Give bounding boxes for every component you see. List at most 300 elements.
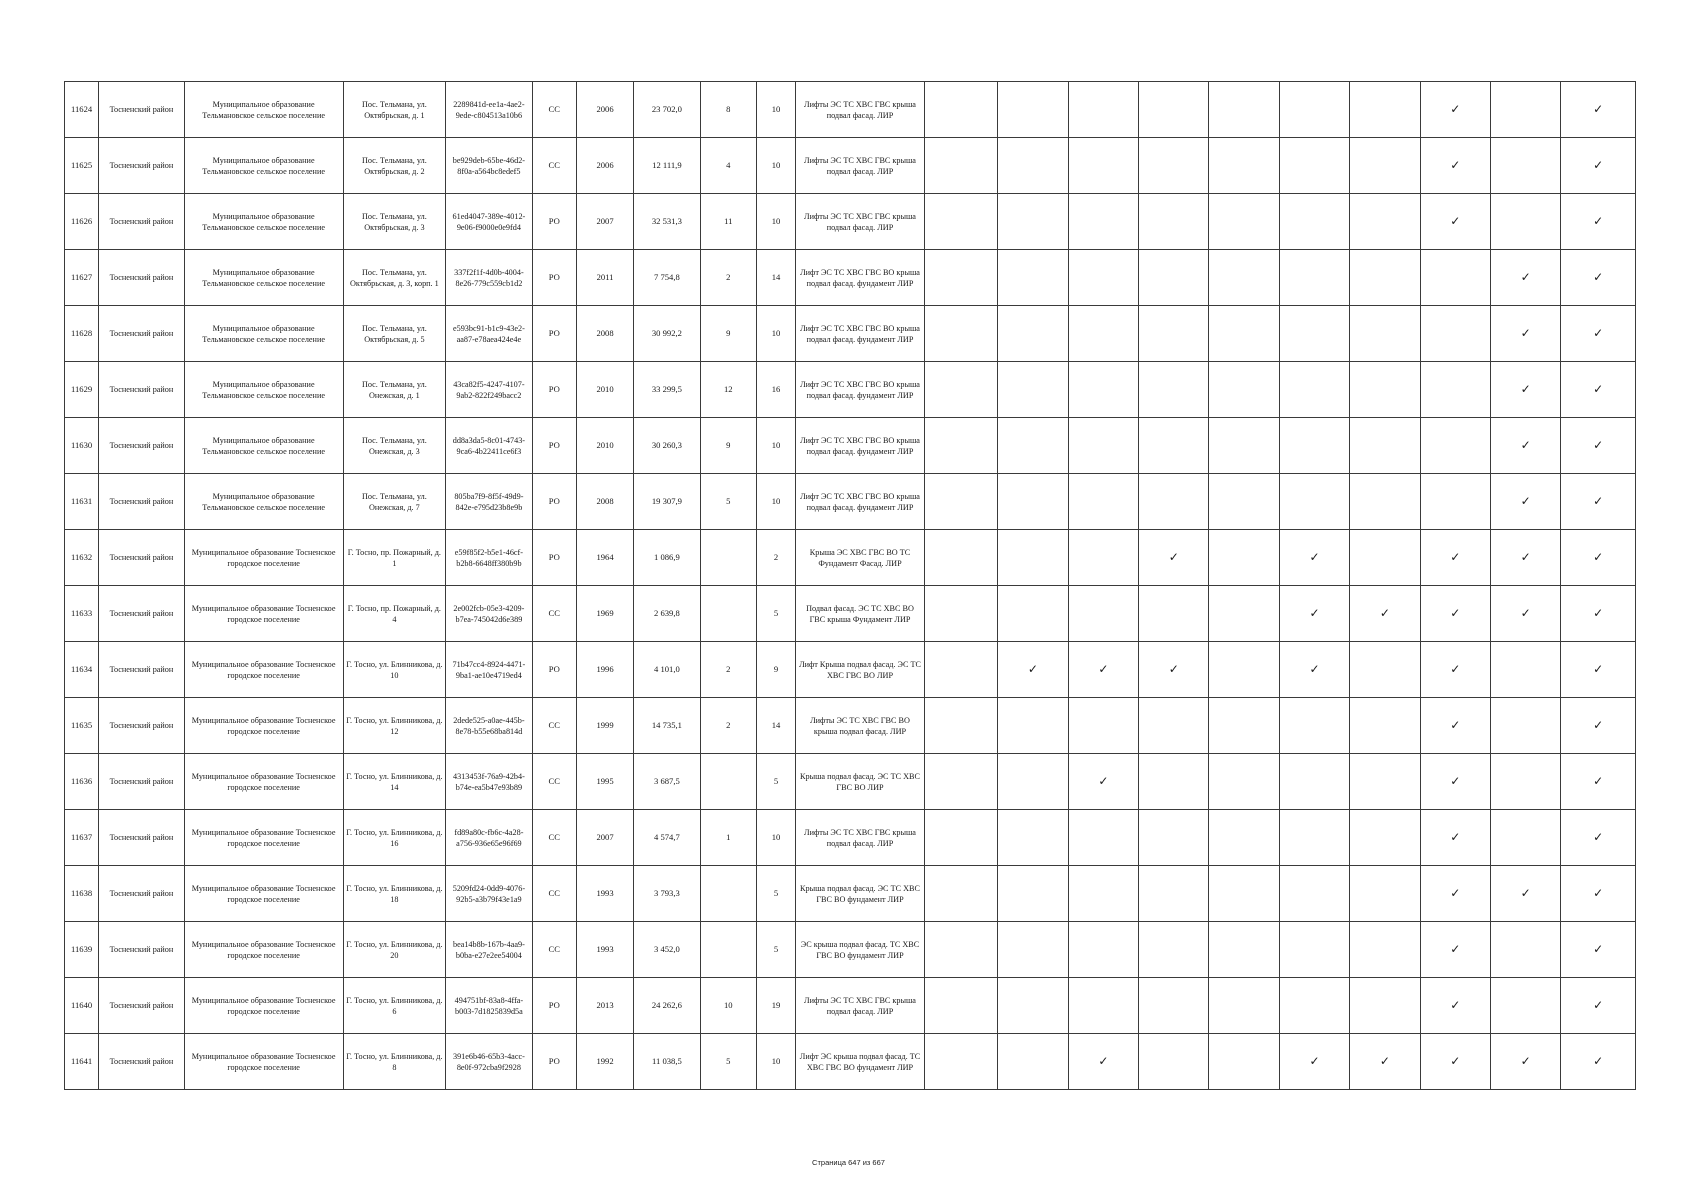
check-cell: [1420, 586, 1490, 642]
guid-cell: be929deb-65be-46d2-8f0a-a564bc8edef5: [446, 138, 532, 194]
district-cell: Тосненский район: [99, 586, 184, 642]
works-list-cell: Лифт ЭС ТС ХВС ГВС ВО крыша подвал фасад. фундамент ЛИР: [796, 306, 925, 362]
address-cell: Пос. Тельмана, ул. Октябрьская, д. 3: [343, 194, 446, 250]
check-cell: [1561, 474, 1636, 530]
floors-cell: 1: [700, 810, 756, 866]
check-cell: [1139, 194, 1209, 250]
ownership-type-cell: СС: [532, 82, 576, 138]
ownership-type-cell: РО: [532, 978, 576, 1034]
check-cell: [1139, 978, 1209, 1034]
count-cell: 5: [756, 866, 795, 922]
check-cell: [1491, 82, 1561, 138]
check-mark-icon: ✓: [1450, 886, 1461, 900]
check-cell: [1209, 922, 1279, 978]
district-cell: Тосненский район: [99, 1034, 184, 1090]
check-cell: [1209, 306, 1279, 362]
check-cell: [1350, 642, 1420, 698]
check-cell: [924, 810, 997, 866]
check-cell: [1420, 362, 1490, 418]
check-cell: [1279, 306, 1349, 362]
check-cell: [1279, 978, 1349, 1034]
guid-cell: bea14b8b-167b-4aa9-b0ba-e27e2ee54004: [446, 922, 532, 978]
ownership-type-cell: РО: [532, 306, 576, 362]
year-cell: 2008: [576, 474, 633, 530]
check-cell: [1068, 642, 1138, 698]
guid-cell: 61ed4047-389e-4012-9e06-f9000e0e9fd4: [446, 194, 532, 250]
table-row: [65, 866, 1636, 922]
table-row: [65, 82, 1636, 138]
row-number: 11632: [65, 530, 99, 586]
check-mark-icon: ✓: [1450, 550, 1461, 564]
municipality-cell: Муниципальное образование Тосненское городское поселение: [184, 1034, 343, 1090]
works-list-cell: Подвал фасад. ЭС ТС ХВС ВО ГВС крыша Фундамент ЛИР: [796, 586, 925, 642]
year-cell: 1995: [576, 754, 633, 810]
check-cell: [1420, 82, 1490, 138]
check-cell: [1491, 978, 1561, 1034]
table-row: [65, 754, 1636, 810]
check-cell: [1350, 306, 1420, 362]
municipality-cell: Муниципальное образование Тельмановское сельское поселение: [184, 82, 343, 138]
area-cell: 14 735,1: [634, 698, 700, 754]
year-cell: 1969: [576, 586, 633, 642]
check-cell: [1139, 642, 1209, 698]
check-cell: [1561, 194, 1636, 250]
check-cell: [1420, 866, 1490, 922]
check-cell: [998, 698, 1068, 754]
check-cell: [1068, 754, 1138, 810]
check-mark-icon: ✓: [1593, 774, 1604, 788]
check-cell: [1491, 530, 1561, 586]
check-cell: [1420, 978, 1490, 1034]
check-cell: [1209, 866, 1279, 922]
count-cell: 10: [756, 82, 795, 138]
check-cell: [1209, 474, 1279, 530]
check-mark-icon: ✓: [1309, 606, 1320, 620]
check-mark-icon: ✓: [1450, 774, 1461, 788]
floors-cell: [700, 754, 756, 810]
check-cell: [1350, 866, 1420, 922]
address-cell: Пос. Тельмана, ул. Онежская, д. 3: [343, 418, 446, 474]
check-mark-icon: ✓: [1593, 550, 1604, 564]
check-cell: [1491, 866, 1561, 922]
check-cell: [924, 922, 997, 978]
check-cell: [998, 474, 1068, 530]
check-cell: [1279, 698, 1349, 754]
check-cell: [924, 754, 997, 810]
check-cell: [924, 866, 997, 922]
check-cell: [1139, 922, 1209, 978]
row-number: 11637: [65, 810, 99, 866]
check-cell: [1561, 138, 1636, 194]
check-mark-icon: ✓: [1520, 886, 1531, 900]
check-cell: [1491, 138, 1561, 194]
check-cell: [998, 866, 1068, 922]
table-row: [65, 418, 1636, 474]
table-row: [65, 362, 1636, 418]
check-mark-icon: ✓: [1450, 102, 1461, 116]
area-cell: 33 299,5: [634, 362, 700, 418]
guid-cell: 43ca82f5-4247-4107-9ab2-822f249bacc2: [446, 362, 532, 418]
check-mark-icon: ✓: [1520, 270, 1531, 284]
row-number: 11640: [65, 978, 99, 1034]
guid-cell: 71b47cc4-8924-4471-9ba1-ae10e4719ed4: [446, 642, 532, 698]
check-cell: [1139, 586, 1209, 642]
municipality-cell: Муниципальное образование Тосненское городское поселение: [184, 642, 343, 698]
check-cell: [1350, 194, 1420, 250]
check-cell: [1350, 82, 1420, 138]
check-mark-icon: ✓: [1593, 606, 1604, 620]
check-cell: [1561, 1034, 1636, 1090]
count-cell: 16: [756, 362, 795, 418]
count-cell: 5: [756, 754, 795, 810]
table-row: [65, 698, 1636, 754]
check-cell: [1350, 418, 1420, 474]
table-body: [65, 82, 1636, 1090]
check-mark-icon: ✓: [1593, 886, 1604, 900]
check-cell: [924, 978, 997, 1034]
check-cell: [1420, 922, 1490, 978]
area-cell: 4 574,7: [634, 810, 700, 866]
check-cell: [1068, 362, 1138, 418]
check-cell: [998, 306, 1068, 362]
check-cell: [998, 754, 1068, 810]
check-cell: [1350, 1034, 1420, 1090]
works-list-cell: Лифт ЭС крыша подвал фасад. ТС ХВС ГВС ВО фундамент ЛИР: [796, 1034, 925, 1090]
check-cell: [1279, 642, 1349, 698]
check-cell: [1279, 810, 1349, 866]
municipality-cell: Муниципальное образование Тельмановское сельское поселение: [184, 418, 343, 474]
year-cell: 2010: [576, 362, 633, 418]
floors-cell: 2: [700, 250, 756, 306]
check-cell: [998, 82, 1068, 138]
check-cell: [1209, 642, 1279, 698]
ownership-type-cell: СС: [532, 754, 576, 810]
row-number: 11625: [65, 138, 99, 194]
check-mark-icon: ✓: [1450, 718, 1461, 732]
area-cell: 23 702,0: [634, 82, 700, 138]
row-number: 11631: [65, 474, 99, 530]
year-cell: 2006: [576, 82, 633, 138]
ownership-type-cell: РО: [532, 418, 576, 474]
ownership-type-cell: РО: [532, 642, 576, 698]
address-cell: Г. Тосно, пр. Пожарный, д. 4: [343, 586, 446, 642]
check-mark-icon: ✓: [1450, 998, 1461, 1012]
area-cell: 12 111,9: [634, 138, 700, 194]
check-cell: [1420, 1034, 1490, 1090]
check-cell: [1139, 474, 1209, 530]
check-cell: [1491, 250, 1561, 306]
district-cell: Тосненский район: [99, 474, 184, 530]
guid-cell: 2e002fcb-05e3-4209-b7ea-745042d6e389: [446, 586, 532, 642]
ownership-type-cell: РО: [532, 250, 576, 306]
address-cell: Пос. Тельмана, ул. Октябрьская, д. 5: [343, 306, 446, 362]
address-cell: Г. Тосно, пр. Пожарный, д. 1: [343, 530, 446, 586]
check-cell: [1068, 306, 1138, 362]
row-number: 11634: [65, 642, 99, 698]
district-cell: Тосненский район: [99, 418, 184, 474]
works-list-cell: Лифт ЭС ТС ХВС ГВС ВО крыша подвал фасад. фундамент ЛИР: [796, 474, 925, 530]
works-list-cell: Лифты ЭС ТС ХВС ГВС крыша подвал фасад. ЛИР: [796, 82, 925, 138]
check-mark-icon: ✓: [1309, 1054, 1320, 1068]
check-cell: [1420, 474, 1490, 530]
area-cell: 3 793,3: [634, 866, 700, 922]
check-cell: [924, 250, 997, 306]
check-cell: [1139, 698, 1209, 754]
table-row: [65, 922, 1636, 978]
check-cell: [1068, 978, 1138, 1034]
floors-cell: 5: [700, 1034, 756, 1090]
check-mark-icon: ✓: [1593, 102, 1604, 116]
ownership-type-cell: СС: [532, 810, 576, 866]
check-cell: [1068, 922, 1138, 978]
check-cell: [924, 1034, 997, 1090]
check-cell: [1209, 362, 1279, 418]
floors-cell: 12: [700, 362, 756, 418]
check-cell: [1350, 586, 1420, 642]
check-cell: [924, 306, 997, 362]
area-cell: 1 086,9: [634, 530, 700, 586]
check-cell: [1350, 530, 1420, 586]
check-cell: [1139, 362, 1209, 418]
check-mark-icon: ✓: [1168, 662, 1179, 676]
ownership-type-cell: СС: [532, 586, 576, 642]
year-cell: 2013: [576, 978, 633, 1034]
year-cell: 2008: [576, 306, 633, 362]
table-row: [65, 474, 1636, 530]
works-list-cell: Лифты ЭС ТС ХВС ГВС крыша подвал фасад. ЛИР: [796, 138, 925, 194]
check-cell: [1139, 754, 1209, 810]
district-cell: Тосненский район: [99, 250, 184, 306]
floors-cell: 5: [700, 474, 756, 530]
area-cell: 32 531,3: [634, 194, 700, 250]
count-cell: 5: [756, 922, 795, 978]
check-cell: [924, 698, 997, 754]
check-cell: [1491, 306, 1561, 362]
check-cell: [924, 418, 997, 474]
district-cell: Тосненский район: [99, 82, 184, 138]
check-mark-icon: ✓: [1450, 662, 1461, 676]
municipality-cell: Муниципальное образование Тельмановское сельское поселение: [184, 306, 343, 362]
check-cell: [1279, 474, 1349, 530]
row-number: 11629: [65, 362, 99, 418]
check-mark-icon: ✓: [1309, 550, 1320, 564]
check-cell: [924, 194, 997, 250]
check-cell: [1350, 810, 1420, 866]
check-cell: [1350, 754, 1420, 810]
check-cell: [1561, 250, 1636, 306]
check-mark-icon: ✓: [1520, 438, 1531, 452]
check-cell: [998, 586, 1068, 642]
check-cell: [1279, 362, 1349, 418]
municipality-cell: Муниципальное образование Тельмановское сельское поселение: [184, 250, 343, 306]
district-cell: Тосненский район: [99, 194, 184, 250]
municipality-cell: Муниципальное образование Тосненское городское поселение: [184, 810, 343, 866]
check-cell: [1209, 250, 1279, 306]
check-cell: [1209, 810, 1279, 866]
district-cell: Тосненский район: [99, 810, 184, 866]
works-list-cell: Лифт ЭС ТС ХВС ГВС ВО крыша подвал фасад. фундамент ЛИР: [796, 418, 925, 474]
table-row: [65, 250, 1636, 306]
floors-cell: 9: [700, 418, 756, 474]
check-mark-icon: ✓: [1098, 774, 1109, 788]
address-cell: Г. Тосно, ул. Блинникова, д. 6: [343, 978, 446, 1034]
check-cell: [1420, 810, 1490, 866]
check-cell: [1491, 194, 1561, 250]
row-number: 11638: [65, 866, 99, 922]
check-mark-icon: ✓: [1593, 942, 1604, 956]
check-cell: [1350, 922, 1420, 978]
check-cell: [1279, 530, 1349, 586]
check-cell: [1491, 418, 1561, 474]
floors-cell: [700, 530, 756, 586]
address-cell: Пос. Тельмана, ул. Онежская, д. 1: [343, 362, 446, 418]
check-cell: [1068, 418, 1138, 474]
check-cell: [1561, 642, 1636, 698]
area-cell: 11 038,5: [634, 1034, 700, 1090]
check-cell: [1068, 250, 1138, 306]
row-number: 11624: [65, 82, 99, 138]
municipality-cell: Муниципальное образование Тосненское городское поселение: [184, 698, 343, 754]
district-cell: Тосненский район: [99, 698, 184, 754]
check-cell: [998, 138, 1068, 194]
year-cell: 1996: [576, 642, 633, 698]
check-cell: [1420, 698, 1490, 754]
check-cell: [1491, 754, 1561, 810]
check-cell: [1491, 698, 1561, 754]
check-cell: [1491, 362, 1561, 418]
count-cell: 19: [756, 978, 795, 1034]
ownership-type-cell: РО: [532, 530, 576, 586]
address-cell: Г. Тосно, ул. Блинникова, д. 18: [343, 866, 446, 922]
ownership-type-cell: СС: [532, 138, 576, 194]
check-cell: [1209, 978, 1279, 1034]
check-cell: [1279, 586, 1349, 642]
count-cell: 10: [756, 1034, 795, 1090]
year-cell: 1964: [576, 530, 633, 586]
check-cell: [924, 138, 997, 194]
guid-cell: 494751bf-83a8-4ffa-b003-7d1825839d5a: [446, 978, 532, 1034]
row-number: 11630: [65, 418, 99, 474]
check-cell: [1350, 138, 1420, 194]
row-number: 11627: [65, 250, 99, 306]
row-number: 11628: [65, 306, 99, 362]
year-cell: 2010: [576, 418, 633, 474]
check-cell: [1209, 530, 1279, 586]
check-cell: [1139, 810, 1209, 866]
check-cell: [1209, 698, 1279, 754]
works-list-cell: Лифт Крыша подвал фасад. ЭС ТС ХВС ГВС ВО ЛИР: [796, 642, 925, 698]
ownership-type-cell: РО: [532, 1034, 576, 1090]
check-cell: [1068, 866, 1138, 922]
address-cell: Г. Тосно, ул. Блинникова, д. 10: [343, 642, 446, 698]
guid-cell: 805ba7f9-8f5f-49d9-842e-e795d23b8e9b: [446, 474, 532, 530]
count-cell: 14: [756, 250, 795, 306]
count-cell: 10: [756, 474, 795, 530]
year-cell: 1999: [576, 698, 633, 754]
year-cell: 2007: [576, 194, 633, 250]
works-list-cell: Крыша ЭС ХВС ГВС ВО ТС Фундамент Фасад. ЛИР: [796, 530, 925, 586]
check-cell: [1561, 82, 1636, 138]
address-cell: Г. Тосно, ул. Блинникова, д. 20: [343, 922, 446, 978]
area-cell: 30 260,3: [634, 418, 700, 474]
check-cell: [1491, 1034, 1561, 1090]
municipality-cell: Муниципальное образование Тельмановское сельское поселение: [184, 194, 343, 250]
check-cell: [1420, 754, 1490, 810]
area-cell: 24 262,6: [634, 978, 700, 1034]
check-cell: [1420, 306, 1490, 362]
check-mark-icon: ✓: [1593, 662, 1604, 676]
district-cell: Тосненский район: [99, 754, 184, 810]
check-cell: [1279, 82, 1349, 138]
floors-cell: 2: [700, 698, 756, 754]
check-cell: [1139, 418, 1209, 474]
municipality-cell: Муниципальное образование Тосненское городское поселение: [184, 530, 343, 586]
check-cell: [1139, 530, 1209, 586]
check-cell: [1139, 138, 1209, 194]
municipality-cell: Муниципальное образование Тосненское городское поселение: [184, 978, 343, 1034]
check-cell: [1068, 586, 1138, 642]
check-cell: [1561, 922, 1636, 978]
check-cell: [924, 362, 997, 418]
check-mark-icon: ✓: [1593, 326, 1604, 340]
ownership-type-cell: РО: [532, 194, 576, 250]
check-mark-icon: ✓: [1379, 606, 1390, 620]
check-cell: [998, 194, 1068, 250]
check-cell: [1068, 1034, 1138, 1090]
check-cell: [1279, 866, 1349, 922]
works-list-cell: Крыша подвал фасад. ЭС ТС ХВС ГВС ВО ЛИР: [796, 754, 925, 810]
address-cell: Пос. Тельмана, ул. Онежская, д. 7: [343, 474, 446, 530]
check-cell: [1561, 866, 1636, 922]
check-mark-icon: ✓: [1450, 1054, 1461, 1068]
guid-cell: 391e6b46-65b3-4acc-8e0f-972cba9f2928: [446, 1034, 532, 1090]
guid-cell: 4313453f-76a9-42b4-b74e-ea5b47e93b89: [446, 754, 532, 810]
works-list-cell: Лифты ЭС ТС ХВС ГВС ВО крыша подвал фасад. ЛИР: [796, 698, 925, 754]
works-list-cell: Крыша подвал фасад. ЭС ТС ХВС ГВС ВО фундамент ЛИР: [796, 866, 925, 922]
check-cell: [1420, 418, 1490, 474]
check-cell: [1068, 138, 1138, 194]
works-list-cell: Лифты ЭС ТС ХВС ГВС крыша подвал фасад. ЛИР: [796, 194, 925, 250]
count-cell: 10: [756, 194, 795, 250]
count-cell: 2: [756, 530, 795, 586]
check-cell: [1491, 642, 1561, 698]
ownership-type-cell: СС: [532, 922, 576, 978]
check-cell: [1209, 418, 1279, 474]
area-cell: 2 639,8: [634, 586, 700, 642]
page-footer: Страница 647 из 667: [812, 1158, 885, 1167]
check-mark-icon: ✓: [1593, 214, 1604, 228]
area-cell: 19 307,9: [634, 474, 700, 530]
check-cell: [1068, 698, 1138, 754]
check-cell: [1209, 194, 1279, 250]
district-cell: Тосненский район: [99, 306, 184, 362]
check-cell: [1350, 474, 1420, 530]
floors-cell: 4: [700, 138, 756, 194]
check-cell: [998, 418, 1068, 474]
guid-cell: dd8a3da5-8c01-4743-9ca6-4b22411ce6f3: [446, 418, 532, 474]
check-cell: [1139, 250, 1209, 306]
district-cell: Тосненский район: [99, 362, 184, 418]
check-cell: [1209, 754, 1279, 810]
check-cell: [1420, 530, 1490, 586]
count-cell: 10: [756, 418, 795, 474]
area-cell: 3 687,5: [634, 754, 700, 810]
count-cell: 10: [756, 810, 795, 866]
district-cell: Тосненский район: [99, 922, 184, 978]
guid-cell: e59f85f2-b5e1-46cf-b2b8-6648ff380b9b: [446, 530, 532, 586]
check-mark-icon: ✓: [1593, 438, 1604, 452]
check-cell: [998, 530, 1068, 586]
